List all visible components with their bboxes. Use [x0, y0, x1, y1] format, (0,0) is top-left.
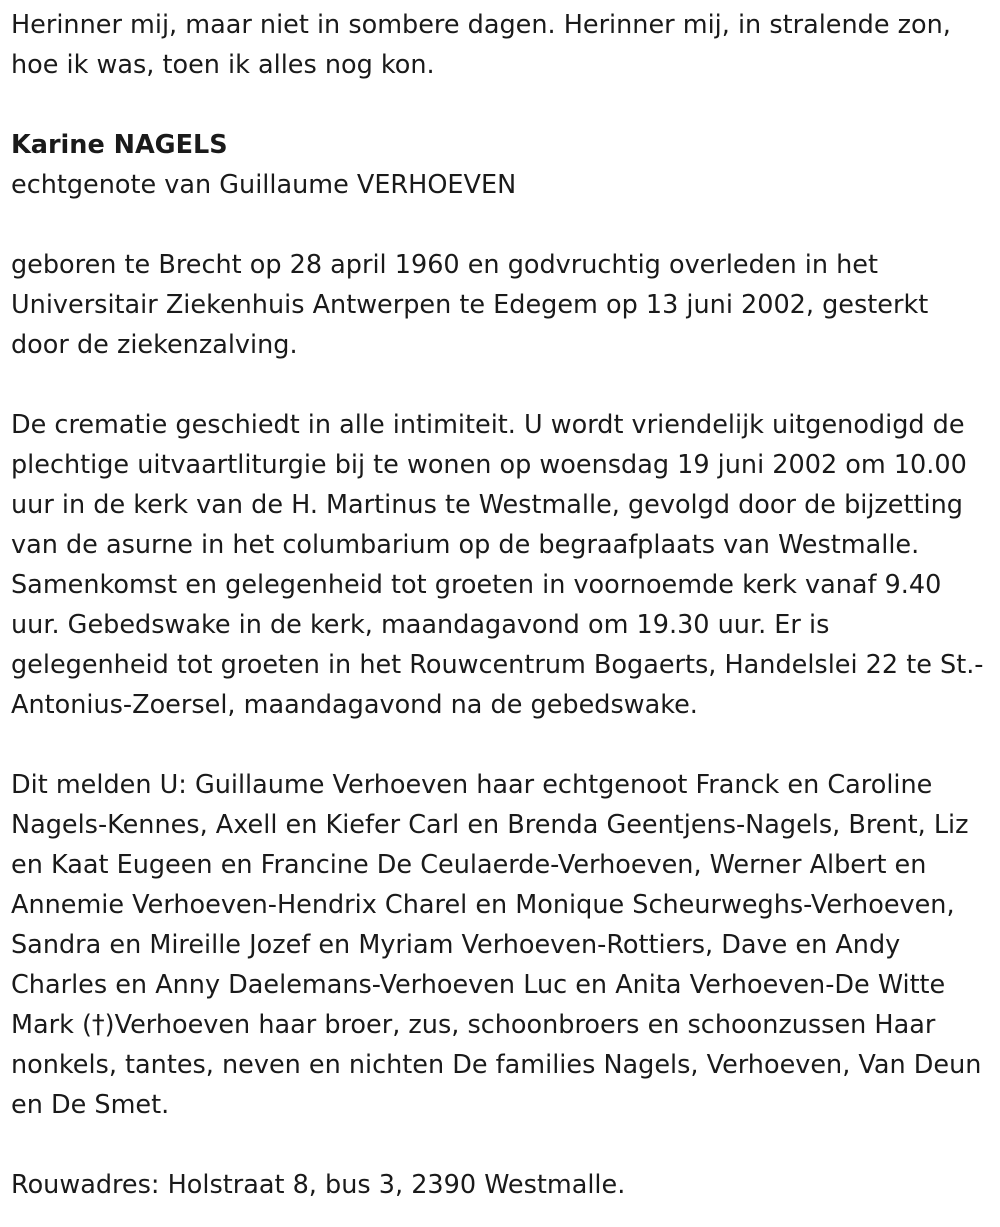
- motto-text: Herinner mij, maar niet in sombere dagen. Herinner mij, in stralende zon, hoe ik was, toen ik alles nog kon.: [11, 10, 951, 80]
- ceremony-paragraph: De crematie geschiedt in alle intimiteit. U wordt vriendelijk uitgenodigd de plechtige uitvaartliturgie bij te wonen op woensdag 19 juni 2002 om 10.00 uur in de kerk van de H. Martinus te Westmalle, gevolgd door de bijzetting van de asurne in het columbarium op de begraafplaats van Westmalle. Samenkomst en gelegenheid tot groeten in voornoemde kerk vanaf 9.40 uur. Gebedswake in de kerk, maandagavond om 19.30 uur. Er is gelegenheid tot groeten in het Rouwcentrum Bogaerts, Handelslei 22 te St.-Antonius-Zoersel, maandagavond na de gebedswake.: [11, 410, 984, 720]
- mourning-address: Rouwadres: Holstraat 8, bus 3, 2390 Westmalle.: [11, 1170, 626, 1200]
- spouse-line: echtgenote van Guillaume VERHOEVEN: [11, 170, 517, 200]
- deceased-name: Karine NAGELS: [11, 130, 228, 160]
- birth-death-paragraph: geboren te Brecht op 28 april 1960 en godvruchtig overleden in het Universitair Ziekenhuis Antwerpen te Edegem op 13 juni 2002, gesterkt door de ziekenzalving.: [11, 250, 929, 360]
- announcers-paragraph: Dit melden U: Guillaume Verhoeven haar echtgenoot Franck en Caroline Nagels-Kennes, Axell en Kiefer Carl en Brenda Geentjens-Nagels, Brent, Liz en Kaat Eugeen en Francine De Ceulaerde-Verhoeven, Werner Albert en Annemie Verhoeven-Hendrix Charel en Monique Scheurweghs-Verhoeven, Sandra en Mireille Jozef en Myriam Verhoeven-Rottiers, Dave en Andy Charles en Anny Daelemans-Verhoeven Luc en Anita Verhoeven-De Witte Mark (†)Verhoeven haar broer, zus, schoonbroers en schoonzussen Haar nonkels, tantes, neven en nichten De families Nagels, Verhoeven, Van Deun en De Smet.: [11, 770, 982, 1120]
